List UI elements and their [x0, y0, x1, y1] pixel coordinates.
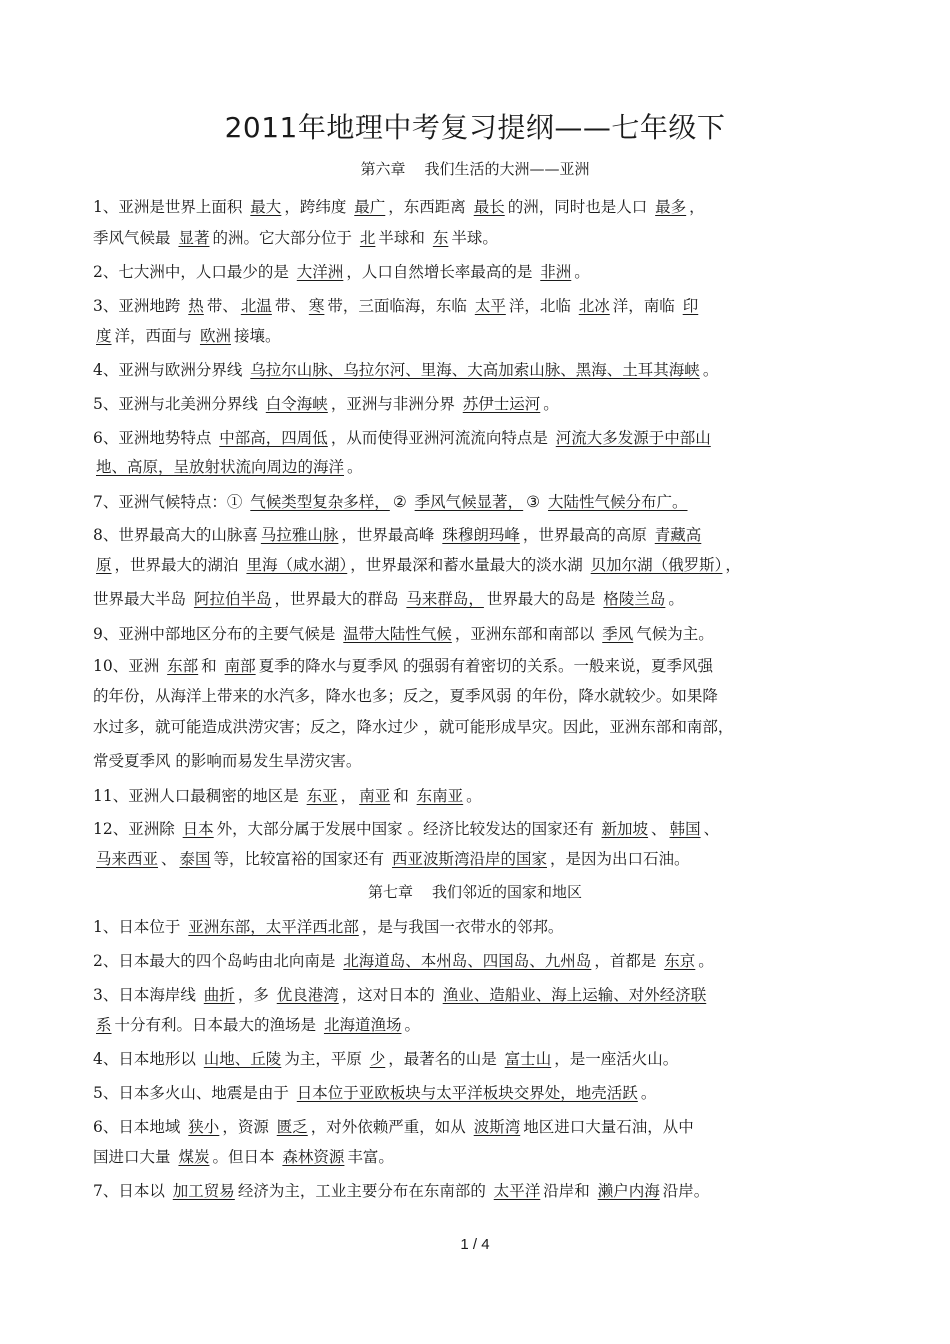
- static-text: 世界最大的岛是: [486, 590, 601, 608]
- filled-answer: 北冰: [578, 297, 610, 315]
- text-line: [93, 394, 863, 414]
- filled-answer: 优良港湾: [276, 986, 339, 1004]
- static-text: 。: [640, 1084, 657, 1102]
- filled-answer: 北: [359, 229, 376, 247]
- static-text: 5、日本多火山、地震是由于: [93, 1084, 294, 1102]
- text-line: [93, 1015, 863, 1035]
- static-text: 洋，南临: [612, 297, 680, 315]
- text-line: [93, 360, 863, 380]
- static-text: 世界最大半岛: [93, 590, 191, 608]
- filled-answer: 亚洲东部，太平洋西北部: [188, 918, 359, 936]
- static-text: 1、日本位于: [93, 918, 186, 936]
- static-text: ，世界最大的群岛: [274, 590, 404, 608]
- filled-answer: 欧洲: [199, 327, 231, 345]
- static-text: 带，三面临海，东临: [327, 297, 472, 315]
- static-text: 4、日本地形以: [93, 1050, 201, 1068]
- text-line: [93, 262, 863, 282]
- static-text: 7、日本以: [93, 1182, 170, 1200]
- filled-answer: 河流大多发源于中部山: [555, 429, 711, 447]
- filled-answer: 最多: [655, 198, 687, 216]
- filled-answer: 狭小: [188, 1118, 220, 1136]
- filled-answer: 温带大陆性气候: [343, 625, 452, 643]
- text-line: [93, 492, 863, 512]
- static-text: 为主，平原: [284, 1050, 367, 1068]
- static-text: 洋，北临: [508, 297, 576, 315]
- filled-answer: 格陵兰岛: [603, 590, 666, 608]
- text-line: [93, 656, 863, 676]
- static-text: 7、亚洲气候特点：①: [93, 493, 248, 511]
- static-text: 沿岸和: [543, 1182, 595, 1200]
- filled-answer: 煤炭: [178, 1148, 210, 1166]
- filled-answer: 贝加尔湖（俄罗斯）: [590, 556, 723, 574]
- filled-answer: 太平洋: [493, 1182, 541, 1200]
- static-text: 。但日本: [212, 1148, 280, 1166]
- static-text: 3、亚洲地跨: [93, 297, 186, 315]
- text-line: [93, 197, 863, 217]
- chapter-heading: 第七章 我们邻近的国家和地区: [367, 883, 583, 901]
- static-text: ，资源: [222, 1118, 274, 1136]
- filled-answer: 系: [96, 1016, 112, 1034]
- static-text: ，多: [237, 986, 274, 1004]
- filled-answer: 苏伊士运河: [462, 395, 541, 413]
- text-line: [93, 786, 863, 806]
- static-text: 的洲。它大部分位于: [212, 229, 357, 247]
- static-text: ，首都是: [594, 952, 662, 970]
- filled-answer: 里海（咸水湖）: [246, 556, 348, 574]
- filled-answer: 北温: [240, 297, 272, 315]
- filled-answer: 马来群岛，: [406, 590, 484, 608]
- static-text: 6、日本地域: [93, 1118, 186, 1136]
- static-text: 半球。: [451, 229, 498, 247]
- filled-answer: 气候类型复杂多样，: [250, 493, 390, 511]
- static-text: 带、: [274, 297, 306, 315]
- filled-answer: 青藏高: [654, 526, 702, 544]
- filled-answer: 热: [188, 297, 204, 315]
- static-text: 十分有利。日本最大的渔场是: [114, 1016, 321, 1034]
- text-line: [93, 1181, 863, 1201]
- static-text: 丰富。: [347, 1148, 394, 1166]
- static-text: 洋，西面与: [114, 327, 197, 345]
- static-text: 1、亚洲是世界上面积: [93, 198, 248, 216]
- filled-answer: 西亚波斯湾沿岸的国家: [391, 850, 547, 868]
- filled-answer: 波斯湾: [473, 1118, 521, 1136]
- filled-answer: 珠穆朗玛峰: [442, 526, 520, 544]
- static-text: 8、世界最高大的山脉喜: [93, 526, 258, 544]
- text-line: [93, 428, 863, 448]
- filled-answer: 北海道岛、本州岛、四国岛、九州岛: [343, 952, 592, 970]
- filled-answer: 少: [369, 1050, 386, 1068]
- text-line: [93, 457, 863, 477]
- static-text: ，东西距离: [388, 198, 471, 216]
- filled-answer: 度: [96, 327, 112, 345]
- filled-answer: 泰国: [179, 850, 211, 868]
- filled-answer: 阿拉伯半岛: [193, 590, 272, 608]
- static-text: 半球和: [378, 229, 430, 247]
- filled-answer: 最长: [473, 198, 505, 216]
- filled-answer: 寒: [308, 297, 325, 315]
- static-text: 、: [161, 850, 177, 868]
- static-text: ②: [392, 493, 412, 511]
- static-text: 5、亚洲与北美洲分界线: [93, 395, 263, 413]
- static-text: ，对外依赖严重，如从: [310, 1118, 471, 1136]
- static-text: ，: [725, 556, 741, 574]
- static-text: 。: [466, 787, 482, 805]
- filled-answer: 南亚: [359, 787, 391, 805]
- filled-answer: 马来西亚: [96, 850, 159, 868]
- filled-answer: 东京: [664, 952, 696, 970]
- static-text: ，是因为出口石油。: [550, 850, 690, 868]
- text-line: [93, 228, 863, 248]
- text-line: [93, 1049, 863, 1069]
- static-text: ，: [340, 787, 357, 805]
- static-text: ，从而使得亚洲河流流向特点是: [330, 429, 553, 447]
- static-text: ，最著名的山是: [388, 1050, 502, 1068]
- filled-answer: 韩国: [669, 820, 701, 838]
- static-text: 6、亚洲地势特点: [93, 429, 217, 447]
- static-text: ，世界最大的湖泊: [114, 556, 244, 574]
- text-line: [93, 624, 863, 644]
- document-title: 2011年地理中考复习提纲——七年级下: [224, 111, 726, 144]
- static-text: 。: [698, 952, 714, 970]
- static-text: 的洲，同时也是人口: [507, 198, 653, 216]
- filled-answer: 印: [682, 297, 699, 315]
- static-text: ，世界最高的高原: [522, 526, 652, 544]
- static-text: 夏季的降水与夏季风 的强弱有着密切的关系。一般来说，夏季风强: [258, 657, 714, 675]
- filled-answer: 濑户内海: [597, 1182, 660, 1200]
- page-number: 1 / 4: [460, 1236, 490, 1253]
- static-text: ③: [526, 493, 545, 511]
- chapter-heading: 第六章 我们生活的大洲——亚洲: [360, 160, 590, 178]
- static-text: 常受夏季风 的影响而易发生旱涝灾害。: [93, 752, 362, 770]
- static-text: 2、日本最大的四个岛屿由北向南是: [93, 952, 341, 970]
- filled-answer: 东部: [167, 657, 199, 675]
- text-line: [93, 1083, 863, 1103]
- text-line: [93, 751, 863, 771]
- static-text: 4、亚洲与欧洲分界线: [93, 361, 248, 379]
- filled-answer: 大洋洲: [296, 263, 344, 281]
- static-text: 外，大部分属于发展中国家 。经济比较发达的国家还有: [216, 820, 599, 838]
- static-text: 等，比较富裕的国家还有: [213, 850, 389, 868]
- static-text: 3、日本海岸线: [93, 986, 201, 1004]
- text-line: [93, 686, 863, 706]
- text-line: [93, 1147, 863, 1167]
- filled-answer: 中部高，四周低: [219, 429, 328, 447]
- filled-answer: 森林资源: [282, 1148, 345, 1166]
- static-text: 接壤。: [233, 327, 281, 345]
- filled-answer: 北海道渔场: [323, 1016, 402, 1034]
- static-text: 季风气候最: [93, 229, 176, 247]
- static-text: 带、: [206, 297, 238, 315]
- text-line: [93, 525, 863, 545]
- static-text: ，世界最高峰: [341, 526, 440, 544]
- static-text: ，亚洲与非洲分界: [330, 395, 460, 413]
- text-line: [93, 849, 863, 869]
- static-text: 。: [347, 458, 363, 476]
- static-text: 和: [393, 787, 414, 805]
- static-text: 。: [404, 1016, 420, 1034]
- filled-answer: 匮乏: [276, 1118, 308, 1136]
- filled-answer: 日本位于亚欧板块与太平洋板块交界处，地壳活跃: [296, 1084, 638, 1102]
- filled-answer: 东: [432, 229, 449, 247]
- static-text: 10、亚洲: [93, 657, 165, 675]
- filled-answer: 原: [96, 556, 112, 574]
- filled-answer: 东南亚: [416, 787, 464, 805]
- filled-answer: 东亚: [306, 787, 338, 805]
- text-line: [93, 1117, 863, 1137]
- static-text: 2、七大洲中，人口最少的是: [93, 263, 294, 281]
- filled-answer: 显著: [178, 229, 210, 247]
- static-text: 。: [543, 395, 559, 413]
- text-line: [93, 296, 863, 316]
- static-text: 9、亚洲中部地区分布的主要气候是: [93, 625, 341, 643]
- static-text: 地区进口大量石油，从中: [523, 1118, 694, 1136]
- filled-answer: 最大: [250, 198, 282, 216]
- filled-answer: 南部: [224, 657, 256, 675]
- filled-answer: 马拉雅山脉: [260, 526, 339, 544]
- filled-answer: 非洲: [540, 263, 572, 281]
- static-text: ，亚洲东部和南部以: [454, 625, 600, 643]
- text-line: [93, 985, 863, 1005]
- filled-answer: 白令海峡: [265, 395, 328, 413]
- static-text: 沿岸。: [662, 1182, 710, 1200]
- static-text: 和: [201, 657, 222, 675]
- filled-answer: 乌拉尔山脉、乌拉尔河、里海、大高加索山脉、黑海、土耳其海峡: [250, 361, 700, 379]
- static-text: 。: [668, 590, 684, 608]
- filled-answer: 大陆性气候分布广。: [547, 493, 688, 511]
- static-text: 12、亚洲除: [93, 820, 180, 838]
- text-line: [93, 555, 863, 575]
- filled-answer: 新加坡: [601, 820, 649, 838]
- static-text: 经济为主，工业主要分布在东南部的: [237, 1182, 491, 1200]
- static-text: 。: [702, 361, 719, 379]
- filled-answer: 渔业、造船业、海上运输、对外经济联: [442, 986, 707, 1004]
- filled-answer: 富士山: [504, 1050, 552, 1068]
- text-line: [93, 717, 863, 737]
- static-text: ，跨纬度: [284, 198, 352, 216]
- static-text: 、: [703, 820, 720, 838]
- filled-answer: 季风气候显著，: [414, 493, 524, 511]
- static-text: ，是与我国一衣带水的邻邦。: [361, 918, 564, 936]
- filled-answer: 最广: [354, 198, 386, 216]
- filled-answer: 太平: [474, 297, 506, 315]
- filled-answer: 山地、丘陵: [203, 1050, 282, 1068]
- text-line: [93, 589, 863, 609]
- static-text: 的年份，从海洋上带来的水汽多，降水也多；反之，夏季风弱 的年份，降水就较少。如果降: [93, 687, 718, 705]
- filled-answer: 地、高原，呈放射状流向周边的海洋: [96, 458, 345, 476]
- filled-answer: 日本: [182, 820, 214, 838]
- text-line: [93, 819, 863, 839]
- static-text: ，这对日本的: [341, 986, 440, 1004]
- static-text: 气候为主。: [636, 625, 714, 643]
- filled-answer: 曲折: [203, 986, 235, 1004]
- filled-answer: 季风: [602, 625, 634, 643]
- text-line: [93, 917, 863, 937]
- static-text: ，: [689, 198, 705, 216]
- text-line: [93, 326, 863, 346]
- filled-answer: 加工贸易: [172, 1182, 235, 1200]
- text-line: [93, 951, 863, 971]
- static-text: ，是一座活火山。: [554, 1050, 679, 1068]
- static-text: 国进口大量: [93, 1148, 176, 1166]
- static-text: ，人口自然增长率最高的是: [346, 263, 538, 281]
- static-text: 11、亚洲人口最稠密的地区是: [93, 787, 304, 805]
- static-text: 。: [574, 263, 590, 281]
- static-text: ，世界最深和蓄水量最大的淡水湖: [350, 556, 588, 574]
- static-text: 、: [651, 820, 667, 838]
- static-text: 水过多，就可能造成洪涝灾害；反之，降水过少 ，就可能形成旱灾。因此，亚洲东部和南部，: [93, 718, 734, 736]
